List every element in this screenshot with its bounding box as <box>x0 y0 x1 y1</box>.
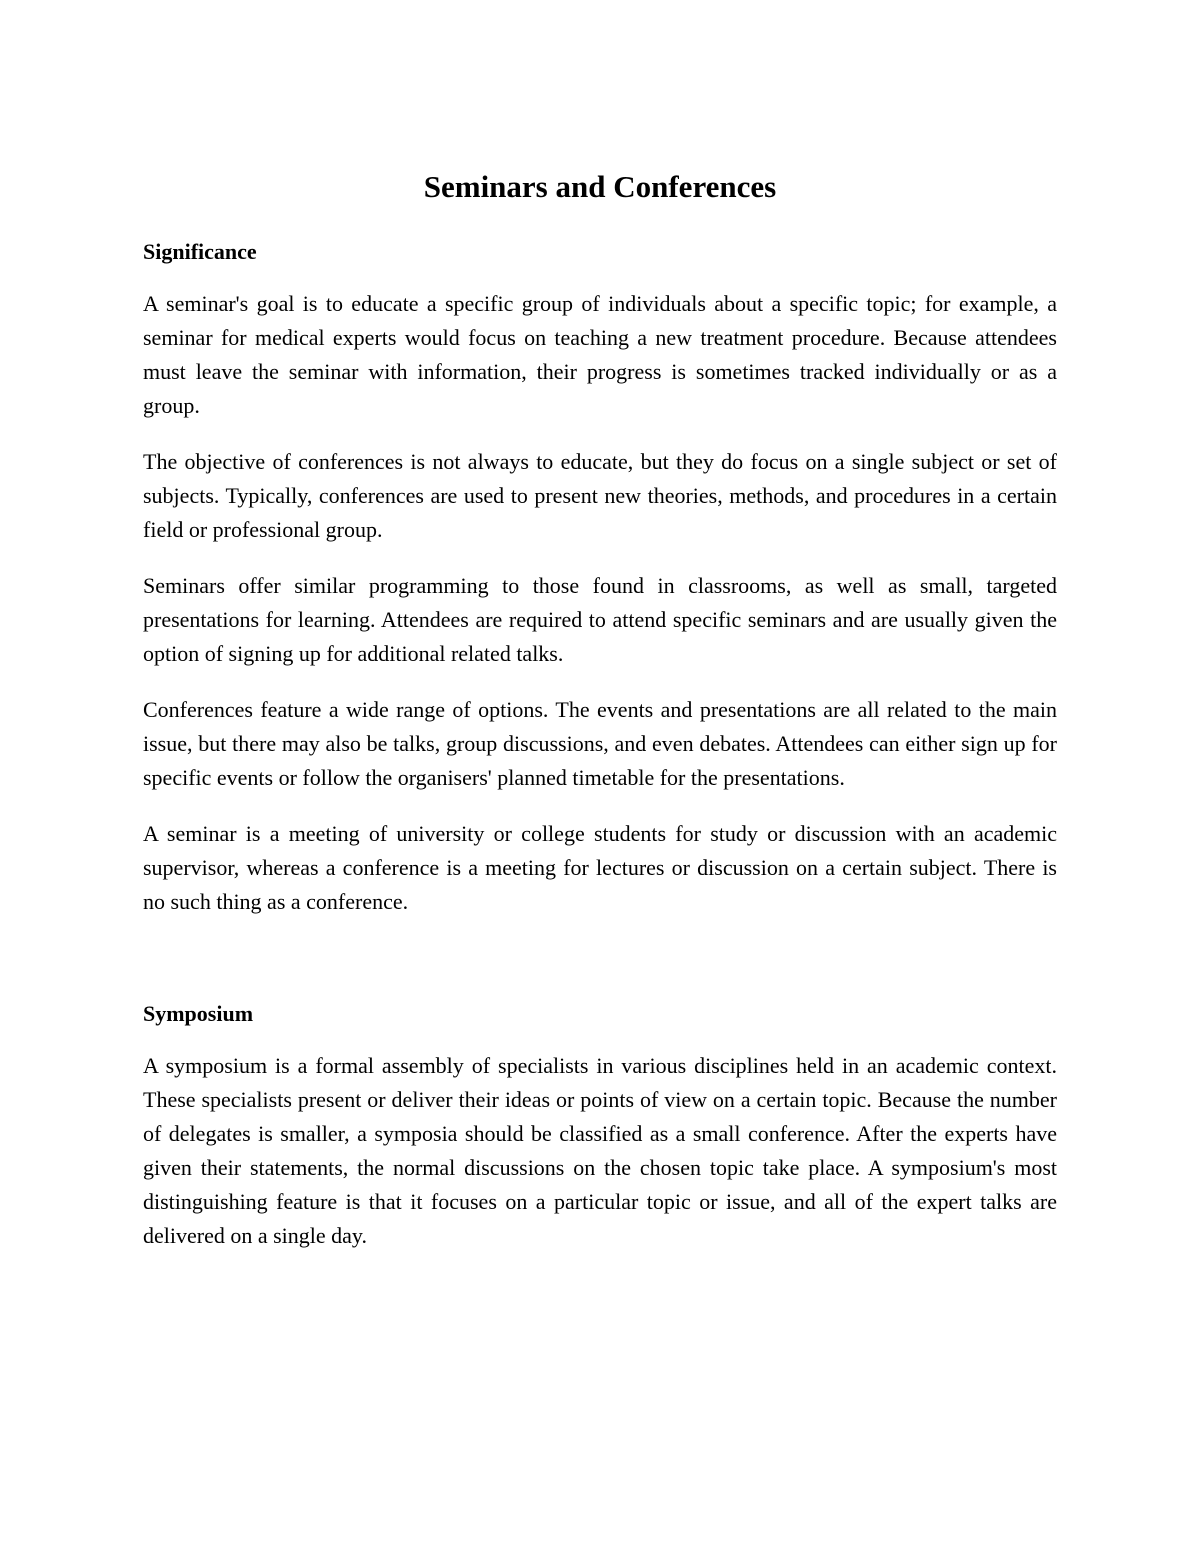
paragraph: The objective of conferences is not always to educate, but they do focus on a single subject or set of subjects. Typically, conferences are used to present new theories, methods, and procedures in a certain field or professional group. <box>143 449 1057 542</box>
document-page <box>143 165 1057 1275</box>
document-title: Seminars and Conferences <box>423 169 777 204</box>
section-spacer <box>143 941 1057 997</box>
section-heading-symposium: Symposium <box>143 1001 254 1026</box>
paragraph: Conferences feature a wide range of options. The events and presentations are all related to the main issue, but there may also be talks, group discussions, and even debates. Attendees can either sign up for specific events or follow the organisers' planned timetable for the presentations. <box>143 697 1057 790</box>
paragraph: A seminar's goal is to educate a specific group of individuals about a specific topic; for example, a seminar for medical experts would focus on teaching a new treatment procedure. Because attendees must leave the seminar with information, their progress is sometimes tracked individually or as a group. <box>143 291 1057 418</box>
section-heading-significance: Significance <box>143 239 257 264</box>
paragraph: A seminar is a meeting of university or college students for study or discussion with an academic supervisor, whereas a conference is a meeting for lectures or discussion on a certain subject. There is no such thing as a conference. <box>143 821 1057 914</box>
paragraph: Seminars offer similar programming to those found in classrooms, as well as small, targeted presentations for learning. Attendees are required to attend specific seminars and are usually given the option of signing up for additional related talks. <box>143 573 1057 666</box>
paragraph: A symposium is a formal assembly of specialists in various disciplines held in an academic context. These specialists present or deliver their ideas or points of view on a certain topic. Because the number of delegates is smaller, a symposia should be classified as a small conference. After the experts have given their statements, the normal discussions on the chosen topic take place. A symposium's most distinguishing feature is that it focuses on a particular topic or issue, and all of the expert talks are delivered on a single day. <box>143 1053 1057 1248</box>
